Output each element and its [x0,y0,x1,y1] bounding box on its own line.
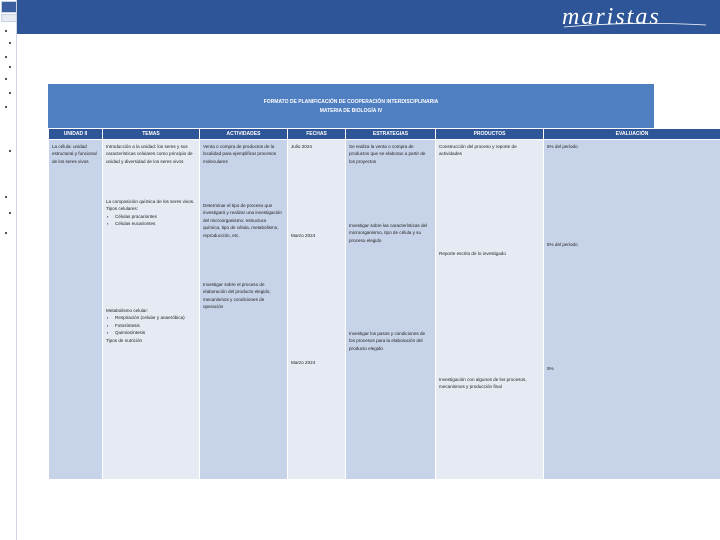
cell-fechas [288,140,346,480]
column-header-unidad: UNIDAD II [49,129,103,140]
slide-thumbnail-strip[interactable] [0,0,17,540]
producto-2: Reporte escrito de lo investigado [439,251,506,256]
strip-marker [9,150,11,152]
strip-marker [9,66,11,68]
cell-actividades [200,140,288,480]
cell-productos [436,140,544,480]
tema-3-intro: Metabolismo celular: [106,308,149,313]
fecha-2: Marzo 2024 [291,233,316,238]
estrategia-2: Investigar sobre las características del microorganismo, tipo de célula y su proceso elegido [349,223,428,243]
producto-3: Investigación con algunos de los procesos, mecanismos y producción final [439,377,527,390]
cell-temas [103,140,200,480]
estrategia-1: Se realiza la venta o compra de productos que se elaboran a partir de los proyectos [349,144,426,164]
evaluacion-1: 5% del periodo [547,144,578,149]
tema-2-intro: La composición química de los seres vivos. [106,199,195,204]
column-header-actividades: ACTIVIDADES [200,129,288,140]
table-header-row [49,129,720,140]
title-line-1: FORMATO DE PLANIFICACIÓN DE COOPERACIÓN INTERDISCIPLINARIA [263,99,439,105]
strip-marker [5,196,7,198]
strip-marker [9,42,11,44]
planning-table [48,128,720,480]
tema-3-list [106,314,196,336]
tema-2-list [106,213,196,228]
strip-marker [5,78,7,80]
estrategia-3: Investigar los pasos y condiciones de los procesos para la elaboración del producto elegido [349,331,426,351]
cell-estrategias [346,140,436,480]
unidad-text: La célula: unidad estructural y funcional de los seres vivos [52,144,97,164]
tema-3 [106,307,196,344]
list-item: ▪ Respiración (celular y anaeróbica) [115,314,196,321]
strip-marker [5,232,7,234]
slide-thumbnail-1[interactable] [1,1,17,13]
tema-3-tail: Tipos de nutrición [106,337,143,343]
tema-2 [106,198,196,228]
fecha-1: Julio 2024 [291,144,312,149]
logo-text: maristas [562,4,661,30]
column-header-evaluacion: EVALUACIÓN [544,129,720,140]
strip-marker [5,106,7,108]
strip-marker [9,92,11,94]
actividad-1: Venta o compra de productos de la localidad para ejemplificar procesos moleculares [203,144,277,164]
maristas-logo-mark [560,3,710,31]
evaluacion-3: 5% [547,366,554,371]
strip-marker [5,56,7,58]
table-row [49,140,720,480]
tema-1: Introducción a la unidad: los seres y sus características celulares como principio de unidad y diversidad de los seres vivos [106,144,193,164]
column-header-estrategias: ESTRATEGIAS [346,129,436,140]
strip-marker [5,30,7,32]
title-bar [48,84,654,128]
column-header-productos: PRODUCTOS [436,129,544,140]
list-item: ▪ Células eucariontes [115,220,196,227]
cell-unidad [49,140,103,480]
actividad-2: Determinar el tipo de proceso que investigará y realizar una investigación del microorganismo: estructura química, tipo de célula, metabolismo, reproducción, etc. [203,203,282,238]
list-item: ▪ Células procariontes [115,213,196,220]
evaluacion-2: 5% del periodo [547,242,578,247]
maristas-logo [550,0,720,34]
strip-marker [9,212,11,214]
column-header-temas: TEMAS [103,129,200,140]
producto-1: Construcción del proceso y reporte de actividades [439,144,517,157]
actividad-3: Investigar sobre el proceso de elaboración del producto elegido, mecanismos y condiciones de operación [203,282,271,310]
column-header-fechas: FECHAS [288,129,346,140]
tema-2-sub: Tipos celulares: [106,206,138,212]
cell-evaluacion [544,140,720,480]
slide-thumbnail-2[interactable] [1,14,17,22]
title-line-2: MATERIA DE BIOLOGÍA IV [319,108,383,114]
list-item: ▪ Fotosíntesis [115,322,196,329]
list-item: ▪ Quimiosíntesis [115,329,196,336]
fecha-3: Marzo 2024 [291,360,316,365]
